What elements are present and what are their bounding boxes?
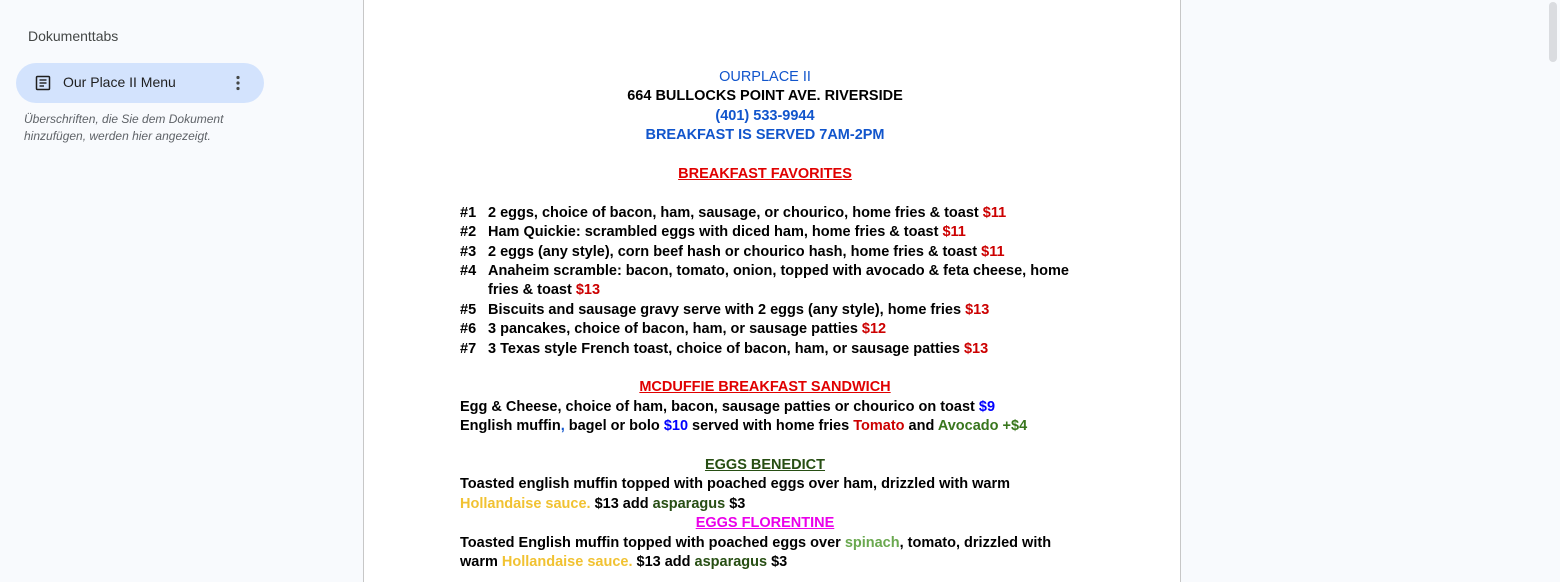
sandwich-addon-avocado: Avocado +$4 — [937, 418, 1028, 435]
menu-item — [460, 320, 1070, 339]
menu-item-number: #6 — [460, 321, 477, 338]
menu-item-text: 2 eggs (any style), corn beef hash or chourico hash, home fries & toast — [488, 243, 982, 260]
florentine-text-warm: warm — [460, 554, 502, 571]
menu-item-text: 3 Texas style French toast, choice of bacon, ham, or sausage patties — [488, 340, 964, 357]
florentine-text-b: , tomato, drizzled with — [899, 534, 1052, 551]
menu-item-price: $11 — [942, 224, 966, 241]
scrollbar-thumb[interactable] — [1549, 2, 1557, 62]
menu-item-text: Ham Quickie: scrambled eggs with diced ham, home fries & toast — [488, 224, 943, 241]
florentine-sauce: Hollandaise sauce. — [501, 554, 633, 571]
benedict-line-2 — [460, 495, 1070, 514]
document-tab-label: Our Place II Menu — [63, 74, 176, 90]
benedict-asparagus-price: $3 — [725, 495, 746, 512]
section-heading-eggs-florentine: EGGS FLORENTINE — [695, 515, 835, 532]
more-vert-icon[interactable] — [228, 73, 248, 93]
sandwich-line-1-text: Egg & Cheese, choice of ham, bacon, sausage patties or chourico on toast — [460, 398, 979, 415]
menu-item-price: $13 — [963, 340, 989, 357]
menu-item-number: #4 — [460, 263, 477, 280]
sandwich-bread-option: English muffin — [460, 418, 561, 435]
menu-item — [460, 223, 1070, 242]
sandwich-addon-tomato: Tomato — [853, 418, 905, 435]
restaurant-phone: (401) 533-9944 — [715, 107, 815, 124]
document-tabs-sidebar — [0, 0, 363, 582]
benedict-sauce: Hollandaise sauce. — [460, 495, 591, 512]
menu-item-text: Biscuits and sausage gravy serve with 2 eggs (any style), home fries — [488, 301, 966, 318]
sandwich-served-with: served with home fries — [688, 418, 854, 435]
document-body[interactable] — [460, 68, 1070, 573]
menu-item-number: #7 — [460, 340, 477, 357]
florentine-asparagus: asparagus — [694, 554, 768, 571]
section-heading-breakfast-sandwich: MCDUFFIE BREAKFAST SANDWICH — [639, 379, 891, 396]
menu-item-text: Anaheim scramble: bacon, tomato, onion, topped with avocado & feta cheese, home fries & toast — [488, 263, 1069, 299]
menu-item-number: #5 — [460, 301, 477, 318]
restaurant-name: OURPLACE II — [719, 69, 811, 85]
section-heading-breakfast-favorites: BREAKFAST FAVORITES — [678, 166, 852, 183]
menu-item — [460, 301, 1070, 320]
sandwich-line-1 — [460, 398, 1070, 417]
menu-item — [460, 204, 1070, 223]
breakfast-hours: BREAKFAST IS SERVED 7AM-2PM — [645, 127, 885, 144]
sandwich-and: and — [904, 418, 938, 435]
florentine-price: $13 add — [632, 554, 695, 571]
menu-item-price: $13 — [575, 282, 601, 299]
benedict-price: $13 add — [590, 495, 653, 512]
sidebar-title: Dokumenttabs — [28, 28, 119, 44]
restaurant-address: 664 BULLOCKS POINT AVE. RIVERSIDE — [627, 88, 903, 105]
menu-item-price: $11 — [981, 243, 1005, 260]
document-icon — [35, 75, 51, 91]
menu-item-text: 2 eggs, choice of bacon, ham, sausage, or chourico, home fries & toast — [488, 204, 983, 221]
menu-item — [460, 262, 1070, 301]
sandwich-comma: , — [560, 418, 565, 435]
menu-item-price: $13 — [965, 301, 990, 318]
florentine-asparagus-price: $3 — [767, 554, 788, 571]
sandwich-bread-option-2: bagel or bolo — [564, 418, 664, 435]
sandwich-price-2: $10 — [663, 418, 689, 435]
document-page[interactable] — [363, 0, 1181, 582]
menu-item — [460, 243, 1070, 262]
florentine-line-1 — [460, 534, 1070, 553]
menu-item-text: 3 pancakes, choice of bacon, ham, or sausage patties — [488, 321, 862, 338]
menu-item-number: #2 — [460, 224, 477, 241]
sandwich-price: $9 — [978, 398, 996, 415]
menu-item — [460, 340, 1070, 359]
vertical-scrollbar[interactable] — [1546, 0, 1560, 582]
menu-item-number: #3 — [460, 243, 477, 260]
florentine-line-2 — [460, 553, 1070, 572]
sidebar-hint-text: Überschriften, die Sie dem Dokument hinzufügen, werden hier angezeigt. — [24, 112, 224, 143]
florentine-text-a: Toasted English muffin topped with poached eggs over — [460, 534, 845, 551]
menu-item-number: #1 — [460, 204, 477, 221]
florentine-spinach: spinach — [844, 534, 900, 551]
sandwich-line-2 — [460, 417, 1070, 436]
document-tab-our-place-ii-menu[interactable] — [16, 63, 264, 103]
menu-item-price: $11 — [982, 204, 1007, 221]
section-heading-eggs-benedict: EGGS BENEDICT — [704, 457, 826, 474]
benedict-description: Toasted english muffin topped with poached eggs over ham, drizzled with warm — [460, 476, 1010, 493]
benedict-asparagus: asparagus — [652, 495, 726, 512]
menu-item-price: $12 — [861, 321, 887, 338]
